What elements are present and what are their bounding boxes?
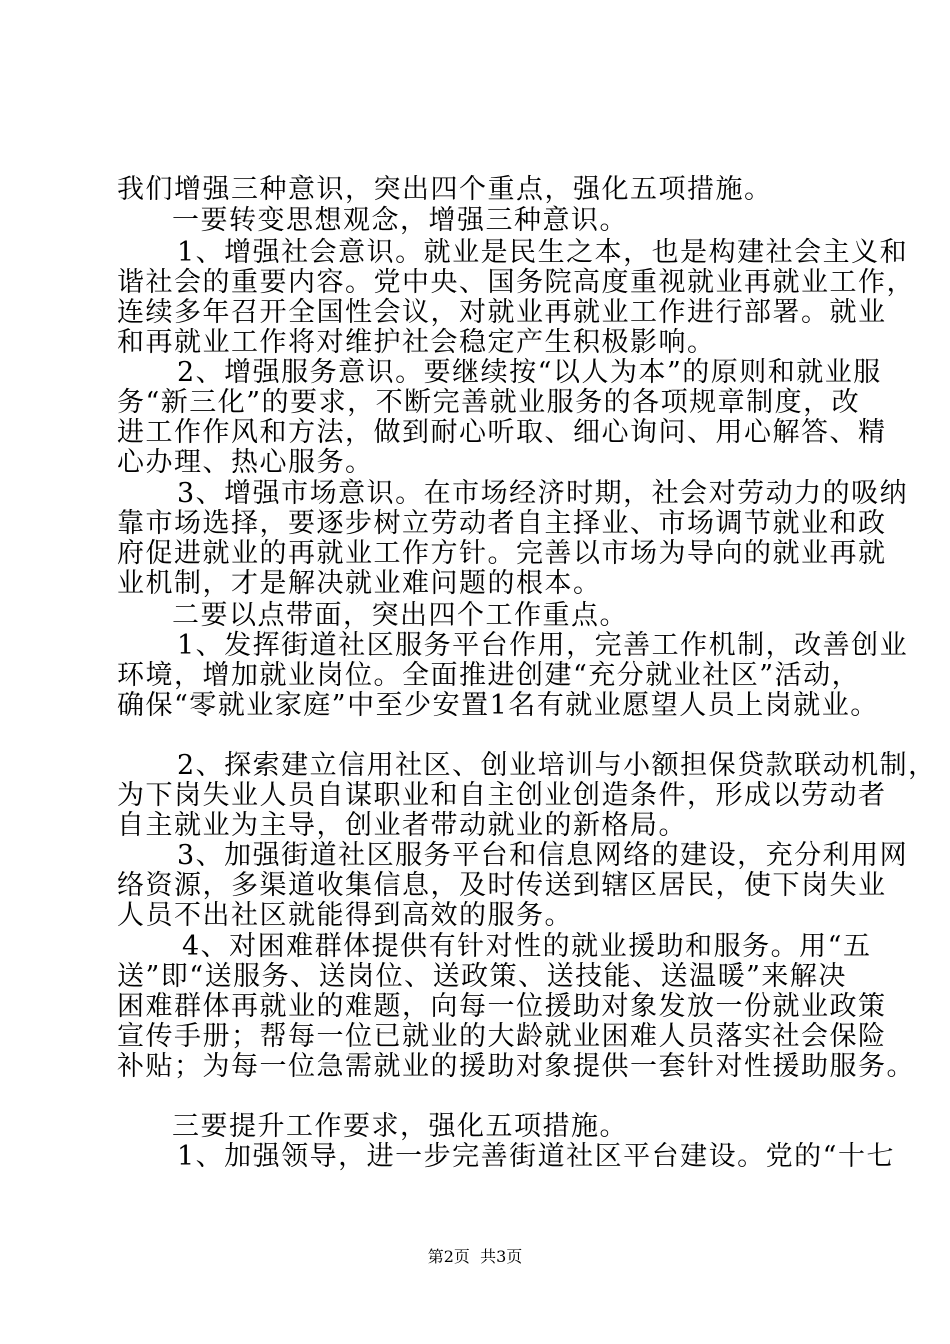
text-line: 我们增强三种意识，突出四个重点，强化五项措施。 xyxy=(117,174,773,205)
text-line: 2、探索建立信用社区、创业培训与小额担保贷款联动机制， xyxy=(177,750,937,781)
text-line: 络资源，多渠道收集信息，及时传送到辖区居民，使下岗失业 xyxy=(117,870,887,901)
text-line: 确保“零就业家庭”中至少安置1名有就业愿望人员上岗就业。 xyxy=(117,690,879,721)
text-line: 1、发挥街道社区服务平台作用，完善工作机制，改善创业 xyxy=(177,630,909,661)
text-line: 连续多年召开全国性会议，对就业再就业工作进行部署。就业 xyxy=(117,297,887,328)
text-line: 送”即“送服务、送岗位、送政策、送技能、送温暖”来解决 xyxy=(117,961,847,992)
text-line: 4、对困难群体提供有针对性的就业援助和服务。用“五 xyxy=(182,931,872,962)
text-line: 1、增强社会意识。就业是民生之本，也是构建社会主义和 xyxy=(177,237,909,268)
text-line: 人员不出社区就能得到高效的服务。 xyxy=(117,900,573,931)
text-line: 宣传手册；帮每一位已就业的大龄就业困难人员落实社会保险 xyxy=(117,1021,887,1052)
text-line: 环境，增加就业岗位。全面推进创建“充分就业社区”活动， xyxy=(117,660,861,691)
text-line: 二要以点带面，突出四个工作重点。 xyxy=(172,600,628,631)
text-line: 业机制，才是解决就业难问题的根本。 xyxy=(117,568,602,599)
text-line: 2、增强服务意识。要继续按“以人为本”的原则和就业服 xyxy=(177,357,882,388)
text-line: 三要提升工作要求，强化五项措施。 xyxy=(172,1111,628,1142)
text-line: 为下岗失业人员自谋职业和自主创业创造条件，形成以劳动者 xyxy=(117,780,887,811)
text-line: 务“新三化”的要求，不断完善就业服务的各项规章制度，改 xyxy=(117,387,861,418)
text-line: 心办理、热心服务。 xyxy=(117,447,374,478)
text-line: 3、加强街道社区服务平台和信息网络的建设，充分利用网 xyxy=(177,840,909,871)
text-line: 进工作作风和方法，做到耐心听取、细心询问、用心解答、精 xyxy=(117,417,887,448)
text-line: 1、加强领导，进一步完善街道社区平台建设。党的“十七 xyxy=(177,1141,895,1172)
text-line: 和再就业工作将对维护社会稳定产生积极影响。 xyxy=(117,327,716,358)
text-line: 自主就业为主导，创业者带动就业的新格局。 xyxy=(117,810,687,841)
page-number-footer: 第2页 共3页 xyxy=(427,1247,523,1266)
text-line: 一要转变思想观念，增强三种意识。 xyxy=(172,205,628,236)
text-line: 3、增强市场意识。在市场经济时期，社会对劳动力的吸纳 xyxy=(177,478,909,509)
text-line: 补贴；为每一位急需就业的援助对象提供一套针对性援助服务。 xyxy=(117,1051,915,1082)
text-line: 府促进就业的再就业工作方针。完善以市场为导向的就业再就 xyxy=(117,538,887,569)
text-line: 谐社会的重要内容。党中央、国务院高度重视就业再就业工作， xyxy=(117,267,915,298)
text-line: 靠市场选择，要逐步树立劳动者自主择业、市场调节就业和政 xyxy=(117,508,887,539)
text-line: 困难群体再就业的难题，向每一位援助对象发放一份就业政策 xyxy=(117,991,887,1022)
